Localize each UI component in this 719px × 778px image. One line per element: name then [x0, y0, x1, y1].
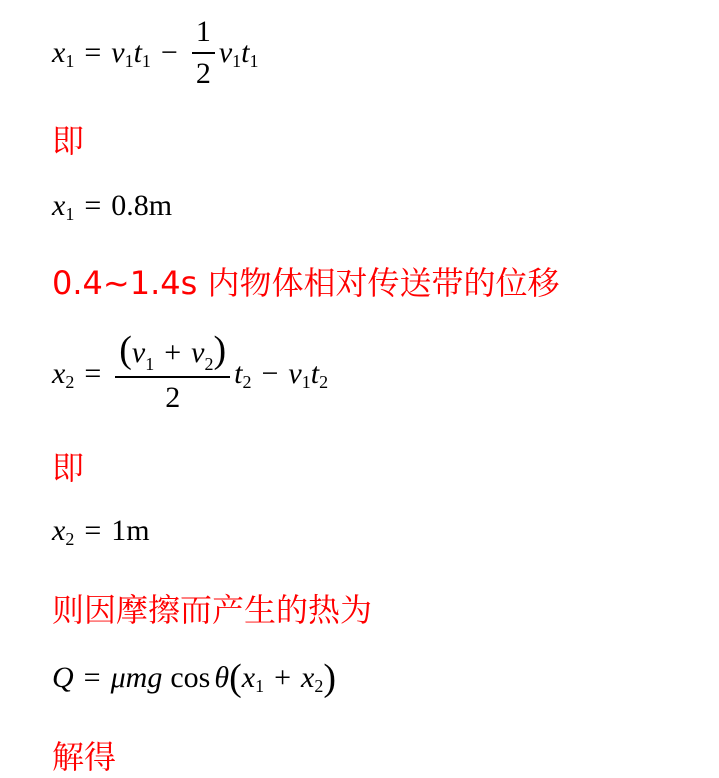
right-paren: )	[213, 329, 227, 371]
subscript: 1	[249, 50, 259, 71]
left-paren: (	[229, 657, 242, 699]
subscript: 2	[204, 354, 214, 374]
subscript: 2	[242, 371, 252, 392]
var-v: v	[218, 36, 233, 69]
cos-function: cos	[170, 661, 211, 694]
var-t: t	[241, 36, 250, 69]
var-x: x	[52, 189, 66, 222]
var-t: t	[310, 357, 320, 390]
numerator	[115, 330, 230, 376]
plus-sign: +	[274, 661, 291, 694]
fraction-half	[192, 12, 215, 94]
subscript: 1	[65, 50, 75, 71]
var-t: t	[133, 36, 142, 69]
var-v: v	[288, 357, 302, 390]
right-paren: )	[323, 657, 336, 699]
value-x2: 1m	[111, 514, 150, 547]
var-x: x	[241, 661, 256, 694]
minus-sign: −	[261, 357, 279, 390]
subscript: 1	[232, 50, 242, 71]
subscript: 1	[141, 50, 151, 71]
equation-heat	[52, 658, 336, 698]
subscript: 1	[255, 675, 265, 696]
equation-x1-definition	[52, 12, 259, 94]
equals-sign: =	[83, 661, 101, 694]
equation-x2-value	[52, 514, 150, 548]
text-solve: 解得	[52, 738, 117, 776]
text-range-title: 0.4~1.4s 内物体相对传送带的位移	[52, 264, 560, 302]
var-x: x	[52, 514, 66, 547]
var-mu-m-g: μmg	[110, 661, 163, 694]
minus-sign: −	[160, 36, 178, 69]
fraction-average-velocity	[115, 330, 230, 418]
subscript: 1	[124, 50, 134, 71]
text-ji-1: 即	[52, 122, 85, 160]
var-v: v	[111, 36, 125, 69]
subscript: 1	[145, 354, 155, 374]
subscript: 2	[65, 528, 75, 549]
equals-sign: =	[84, 514, 102, 547]
var-Q: Q	[52, 661, 74, 694]
var-x: x	[300, 661, 315, 694]
subscript: 1	[65, 203, 75, 224]
left-paren: (	[119, 329, 132, 371]
subscript: 1	[301, 371, 311, 392]
text-heat-generated: 则因摩擦而产生的热为	[52, 591, 373, 629]
subscript: 2	[314, 675, 324, 696]
subscript: 2	[319, 371, 329, 392]
var-theta: θ	[214, 661, 230, 694]
equals-sign: =	[84, 189, 102, 222]
plus-sign: +	[164, 336, 182, 369]
var-v: v	[191, 336, 205, 369]
equation-x2-definition	[52, 330, 328, 418]
denominator: 2	[195, 57, 211, 90]
equals-sign: =	[84, 357, 102, 390]
text-ji-2: 即	[52, 449, 85, 487]
var-v: v	[131, 336, 146, 369]
subscript: 2	[65, 371, 75, 392]
var-t: t	[234, 357, 243, 390]
var-x: x	[52, 357, 66, 390]
denominator: 2	[165, 381, 181, 414]
var-x: x	[52, 36, 66, 69]
numerator: 1	[195, 15, 211, 48]
equation-x1-value	[52, 189, 172, 223]
value-x1: 0.8m	[111, 189, 173, 222]
equals-sign: =	[84, 36, 102, 69]
